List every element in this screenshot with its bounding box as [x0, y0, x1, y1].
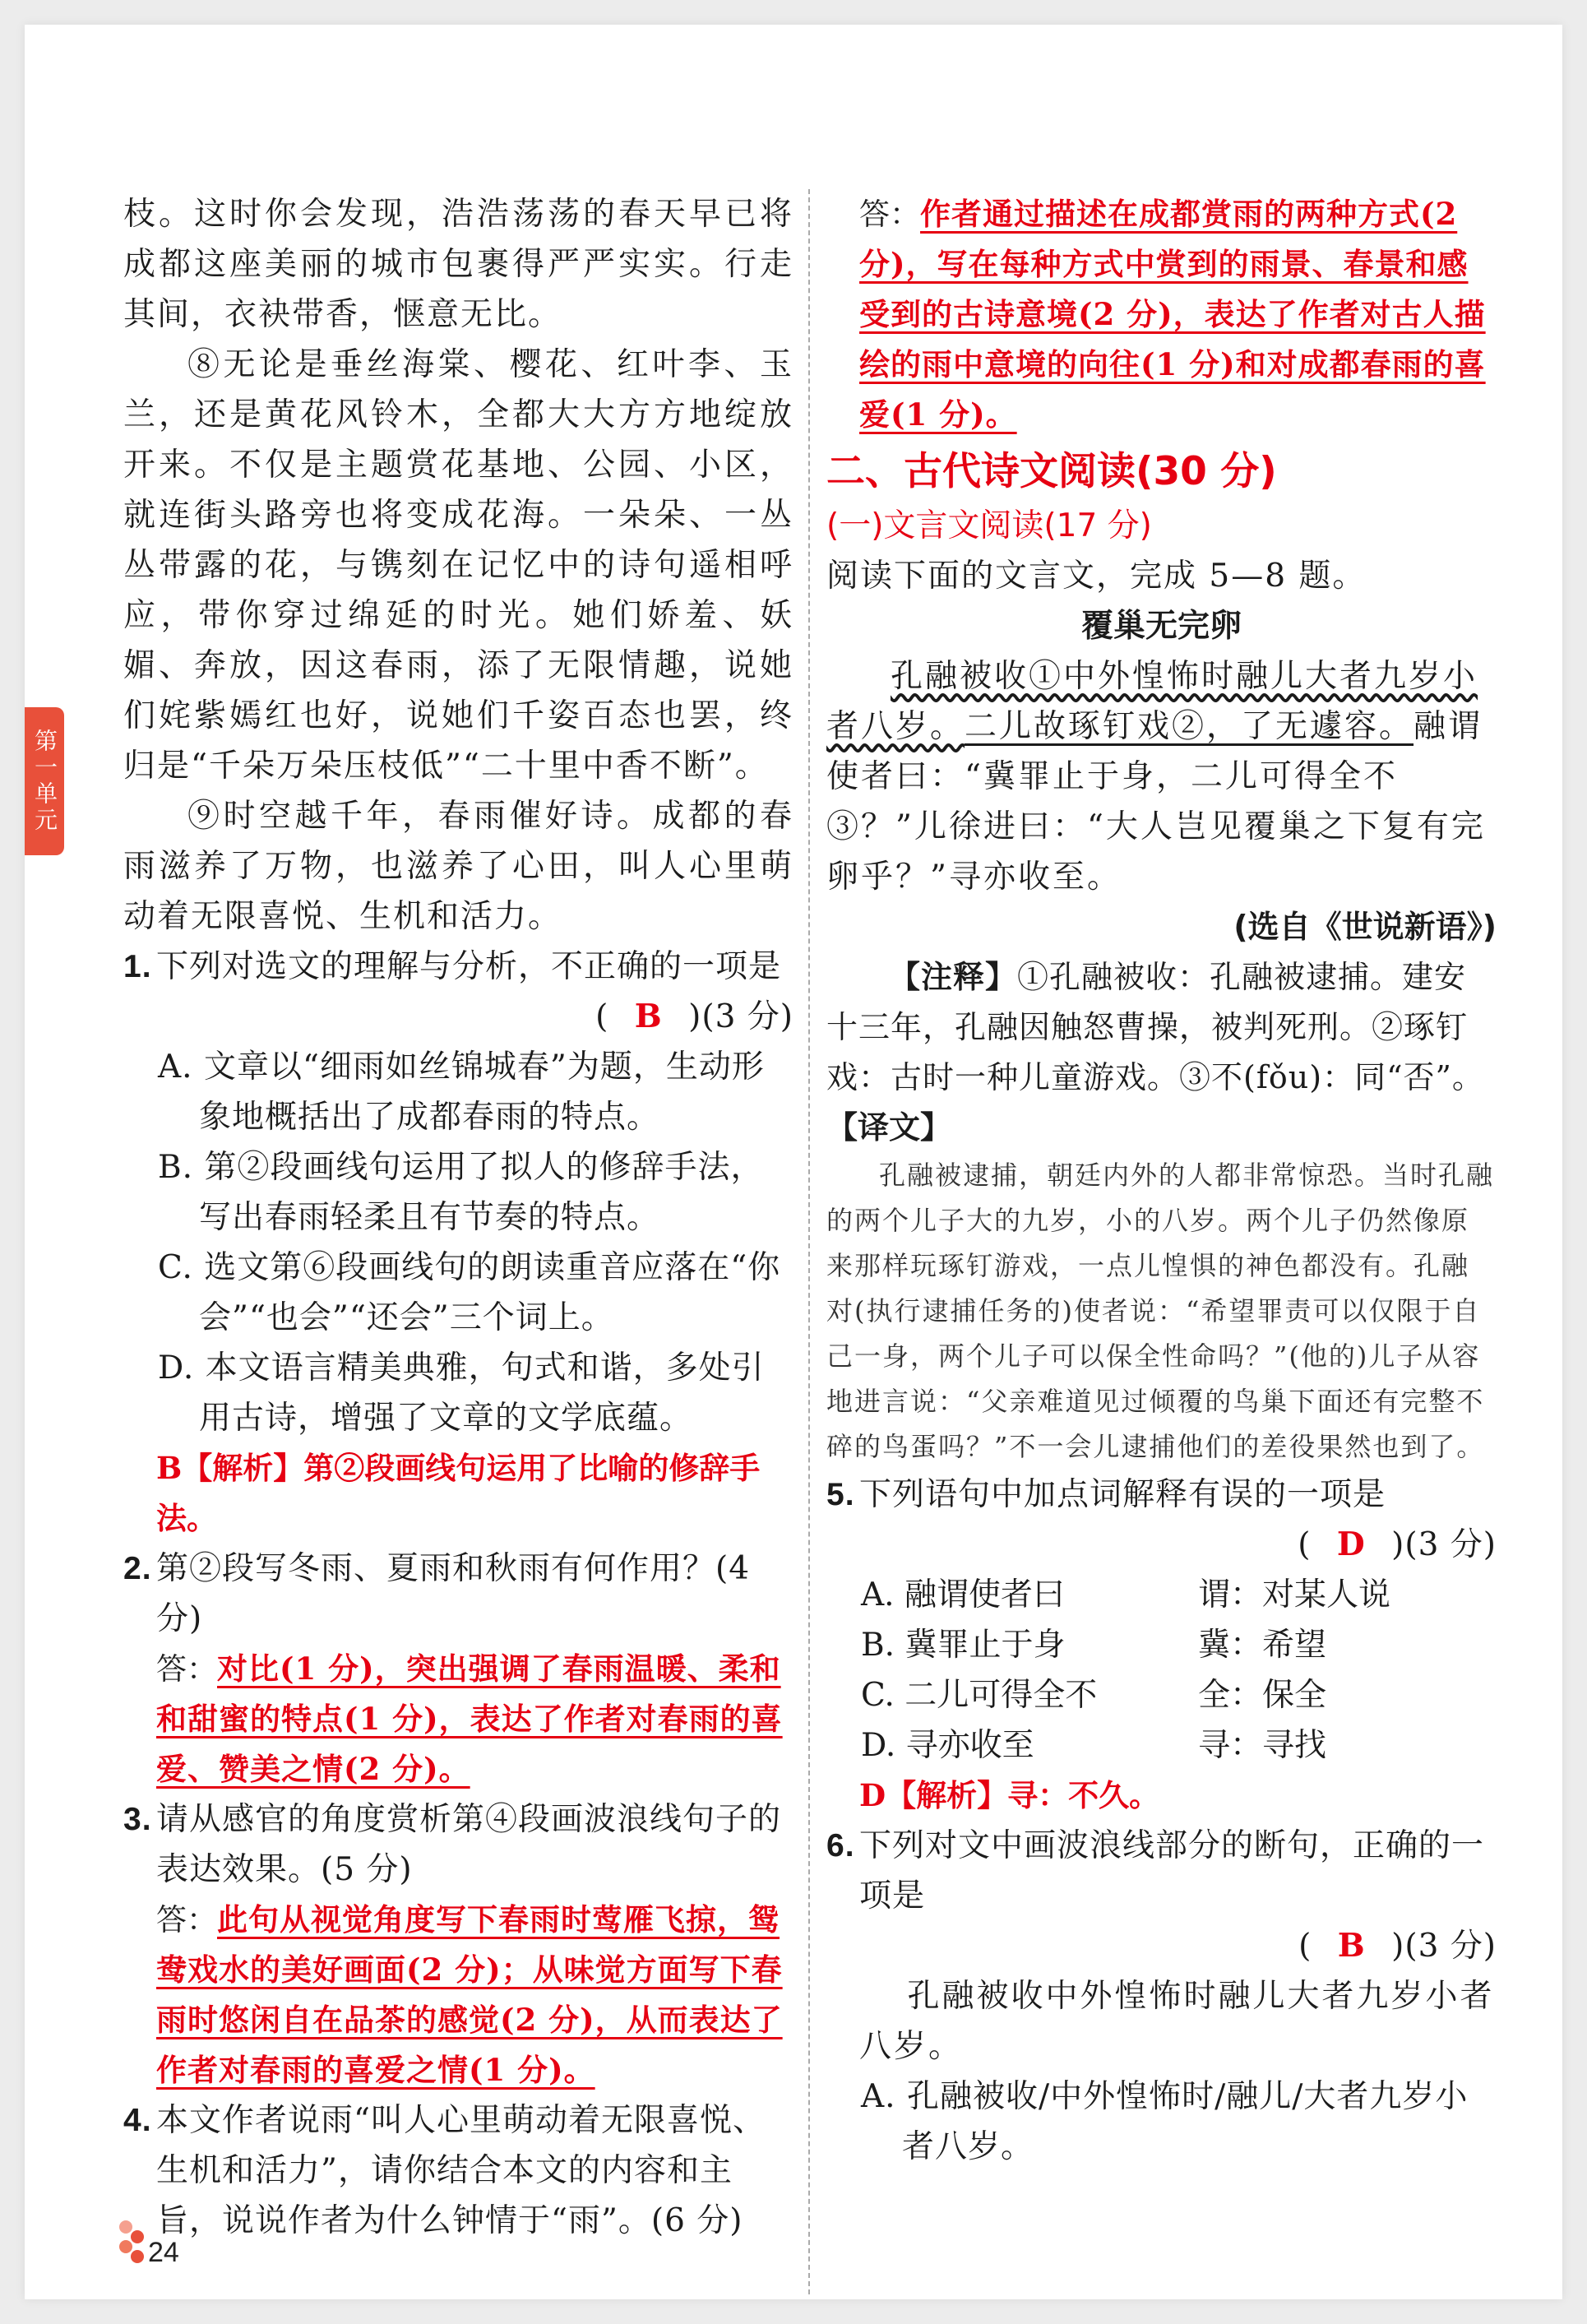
question-number: 1.: [123, 949, 152, 984]
option-d-gloss: 寻：寻找: [1198, 1727, 1327, 1764]
option-b: B. 第②段画线句运用了拟人的修辞手法，写出春雨轻柔且有节奏的特点。: [158, 1149, 764, 1236]
question-stem: 下列对文中画波浪线部分的断句，正确的一项是: [859, 1827, 1485, 1914]
answer-bracket-open: (: [1298, 1526, 1312, 1563]
paragraph-9: ⑨时空越千年，春雨催好诗。成都的春雨滋养了万物，也滋养了心田，叫人心里萌动着无限喜悦、生机和活力。: [123, 798, 794, 935]
answer-text: 作者通过描述在成都赏雨的两种方式(2 分)，写在每种方式中赏到的雨景、春景和感受到的古诗意境(2 分)，表达了作者对古人描绘的雨中意境的向往(1 分)和对成都春雨的喜爱(1 分)。: [859, 196, 1486, 433]
question-number: 5.: [826, 1477, 855, 1512]
answer-choice: B: [634, 998, 663, 1035]
classical-text: [826, 651, 1497, 902]
answer-choice: D: [1336, 1525, 1366, 1563]
translation-text: 孔融被逮捕，朝廷内外的人都非常惊恐。当时孔融的两个儿子大的九岁，小的八岁。两个儿子仍然像原来那样玩琢钉游戏，一点儿惶惧的神色都没有。孔融对(执行逮捕任务的)使者说：“希望罪责可以仅限于自己一身，两个儿子可以保全性命吗？”(他的)儿子从容地进言说：“父亲难道见过倾覆的鸟巢下面还有完整不碎的鸟蛋吗？”不一会儿逮捕他们的差役果然也到了。: [826, 1160, 1495, 1462]
quoted-passage: 孔融被收中外惶怖时融儿大者九岁小者八岁。: [859, 1978, 1495, 2065]
option-c: C. 选文第⑥段画线句的朗读重音应落在“你会”“也会”“还会”三个词上。: [158, 1249, 781, 1336]
page-number: 24: [148, 2237, 179, 2268]
option-c-gloss: 全：保全: [1198, 1677, 1327, 1714]
text-source: (选自《世说新语》): [1233, 909, 1497, 945]
question-stem: 下列对选文的理解与分析，不正确的一项是: [156, 948, 782, 985]
underlined-text: 二儿故琢钉戏②，了无遽容。: [965, 708, 1414, 745]
right-column: [826, 189, 1497, 2172]
question-4: [123, 2095, 794, 2246]
unit-tab: 第一单元: [25, 707, 64, 855]
section-title: 二、古代诗文阅读(30 分): [826, 449, 1277, 494]
analysis-label: B【解析】: [156, 1450, 304, 1486]
option-grid: [826, 1570, 1497, 1771]
page-number-ornament: [119, 2220, 152, 2294]
question-5: [826, 1470, 1497, 1570]
answer-label: 答：: [156, 1651, 217, 1687]
question-score: )(3 分): [1391, 1526, 1497, 1563]
analysis-text: 第②段画线句运用了比喻的修辞手法。: [156, 1450, 761, 1536]
question-number: 2.: [123, 1551, 152, 1586]
text-title: 覆巢无完卵: [1080, 608, 1242, 645]
analysis-label: D【解析】: [859, 1777, 1008, 1813]
notes: [826, 952, 1497, 1103]
page: [25, 25, 1562, 2299]
question-number: 4.: [123, 2103, 152, 2138]
option-c: C. 二儿可得全不: [861, 1677, 1098, 1714]
analysis-1: [123, 1443, 794, 1544]
reading-instruction: 阅读下面的文言文，完成 5—8 题。: [826, 558, 1367, 595]
answer-text: 此句从视觉角度写下春雨时莺雁飞掠，鸳鸯戏水的美好画面(2 分)；从味觉方面写下春雨时悠闲自在品茶的感觉(2 分)，从而表达了作者对春雨的喜爱之情(1 分)。: [156, 1901, 783, 2088]
answer-choice: B: [1337, 1927, 1366, 1965]
question-2: [123, 1544, 794, 1644]
answer-label: 答：: [156, 1902, 217, 1937]
answer-3: [123, 1895, 794, 2095]
question-score: )(3 分): [1391, 1928, 1497, 1965]
analysis-text: 寻：不久。: [1007, 1777, 1160, 1813]
paragraph-8: ⑧无论是垂丝海棠、樱花、红叶李、玉兰，还是黄花风铃木，全都大大方方地绽放开来。不仅是主题赏花基地、公园、小区，就连街头路旁也将变成花海。一朵朵、一丛丛带露的花，与镌刻在记忆中的诗句遥相呼应，带你穿过绵延的时光。她们娇羞、妖媚、奔放，因这春雨，添了无限情趣，说她们姹紫嫣红也好，说她们千姿百态也罢，终归是“千朵万朵压枝低”“二十里中香不断”。: [123, 346, 794, 785]
option-b-gloss: 冀：希望: [1198, 1627, 1327, 1664]
option-a-gloss: 谓：对某人说: [1198, 1576, 1391, 1613]
wavy-underlined-text: 孔融被收①中外惶怖时融儿大者九岁小者八岁。: [826, 658, 1478, 745]
option-a: A. 文章以“细雨如丝锦城春”为题，生动形象地概括出了成都春雨的特点。: [158, 1049, 765, 1136]
answer-bracket-open: (: [1298, 1928, 1312, 1965]
analysis-5: [826, 1771, 1497, 1821]
question-6: [826, 1821, 1497, 1971]
option-d: D. 寻亦收至: [861, 1727, 1034, 1764]
option-a: A. 孔融被收/中外惶怖时/融儿/大者九岁小者八岁。: [861, 2078, 1469, 2165]
option-a: A. 融谓使者曰: [861, 1576, 1065, 1613]
subsection-title: (一)文言文阅读(17 分): [826, 507, 1152, 544]
option-d: D. 本文语言精美典雅，句式和谐，多处引用古诗，增强了文章的文学底蕴。: [158, 1349, 765, 1437]
question-stem: 第②段写冬雨、夏雨和秋雨有何作用？(4 分): [156, 1550, 751, 1637]
translation-label: 【译文】: [826, 1109, 952, 1146]
paragraph-7-end: 枝。这时你会发现，浩浩荡荡的春天早已将成都这座美丽的城市包裹得严严实实。行走其间，衣袂带香，惬意无比。: [123, 196, 794, 333]
classical-text-rest: 融谓使者曰：“冀罪止于身，二儿可得全不③？”儿徐进曰：“大人岂见覆巢之下复有完卵乎？”寻亦收至。: [826, 708, 1486, 896]
answer-text: 对比(1 分)，突出强调了春雨温暖、柔和和甜蜜的特点(1 分)，表达了作者对春雨的喜爱、赞美之情(2 分)。: [156, 1650, 783, 1787]
option-b: B. 冀罪止于身: [861, 1627, 1066, 1664]
column-divider: [808, 189, 810, 2294]
question-stem: 本文作者说雨“叫人心里萌动着无限喜悦、生机和活力”，请你结合本文的内容和主旨，说说作者为什么钟情于“雨”。(6 分): [156, 2102, 766, 2239]
question-number: 6.: [826, 1828, 855, 1863]
question-1: [123, 942, 794, 1042]
answer-label: 答：: [859, 197, 920, 232]
answer-2: [123, 1644, 794, 1794]
notes-text: ①孔融被收：孔融被逮捕。建安十三年，孔融因触怒曹操，被判死刑。②琢钉戏：古时一种儿童游戏。③不(fǒu)：同“否”。: [826, 959, 1484, 1095]
question-score: )(3 分): [688, 998, 794, 1035]
question-number: 3.: [123, 1802, 152, 1837]
question-3: [123, 1794, 794, 1895]
question-stem: 请从感官的角度赏析第④段画波浪线句子的表达效果。(5 分): [156, 1801, 782, 1888]
answer-4: [826, 189, 1497, 440]
answer-bracket-open: (: [595, 998, 609, 1035]
notes-label: 【注释】: [889, 959, 1018, 995]
left-column: [123, 189, 794, 2246]
question-stem: 下列语句中加点词解释有误的一项是: [859, 1476, 1386, 1513]
